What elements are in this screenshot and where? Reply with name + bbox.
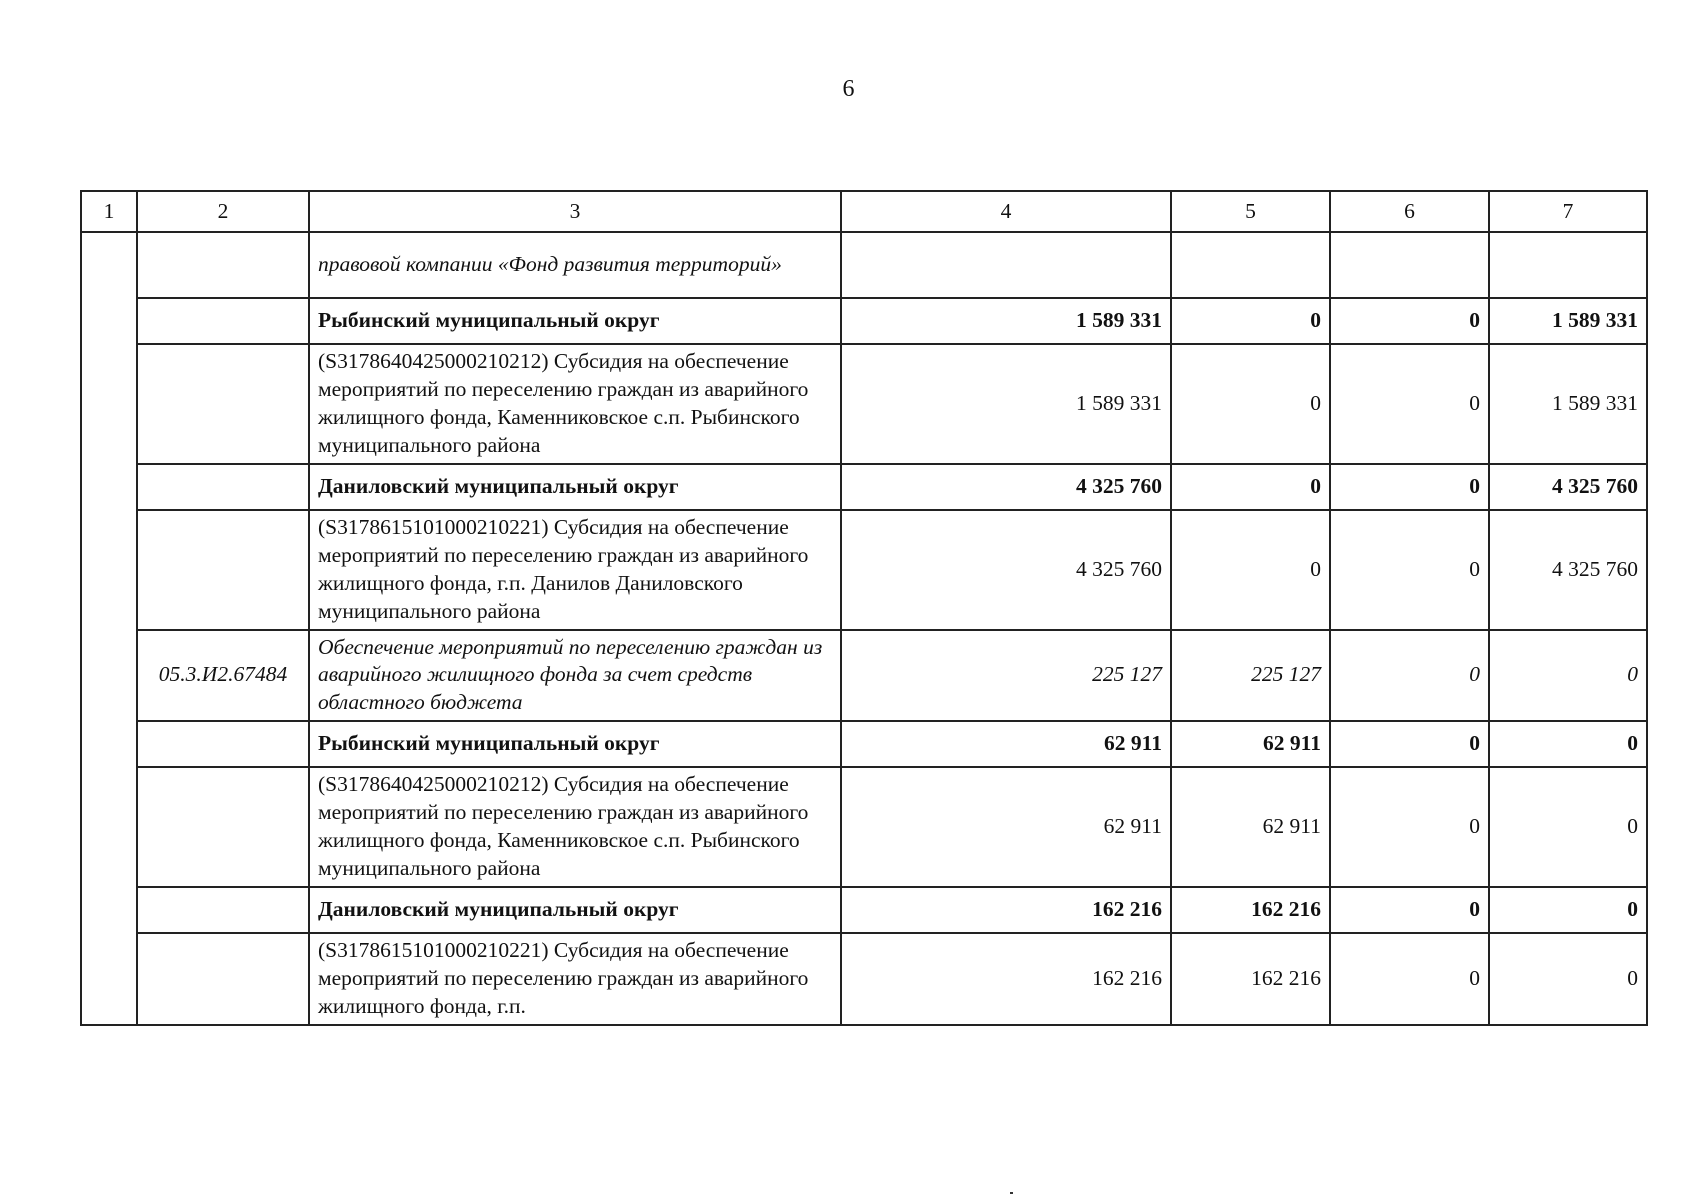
description-cell: (S3178640425000210212) Субсидия на обеспечение мероприятий по переселению граждан из аварийного жилищного фонда, Каменниковское с.п. Рыбинского муниципального района (309, 767, 841, 887)
value-col4 (841, 232, 1171, 298)
description-cell: (S3178615101000210221) Субсидия на обеспечение мероприятий по переселению граждан из аварийного жилищного фонда, г.п. Данилов Даниловского муниципального района (309, 510, 841, 630)
value-col4: 162 216 (841, 887, 1171, 933)
column-header: 3 (309, 191, 841, 232)
value-col5: 0 (1171, 298, 1330, 344)
value-col4: 225 127 (841, 630, 1171, 722)
description-cell: Обеспечение мероприятий по переселению граждан из аварийного жилищного фонда за счет средств областного бюджета (309, 630, 841, 722)
value-col6: 0 (1330, 630, 1489, 722)
description-cell: Рыбинский муниципальный округ (309, 298, 841, 344)
description-cell: Даниловский муниципальный округ (309, 464, 841, 510)
column-1-cell (81, 232, 137, 1025)
value-col4: 1 589 331 (841, 298, 1171, 344)
value-col5: 62 911 (1171, 767, 1330, 887)
code-cell (137, 767, 309, 887)
value-col7: 0 (1489, 933, 1647, 1025)
code-cell (137, 933, 309, 1025)
budget-table (80, 190, 1648, 1026)
value-col6: 0 (1330, 298, 1489, 344)
table-row (81, 464, 1647, 510)
column-header: 5 (1171, 191, 1330, 232)
code-cell (137, 510, 309, 630)
table-row (81, 933, 1647, 1025)
code-cell (137, 344, 309, 464)
value-col7: 4 325 760 (1489, 510, 1647, 630)
code-cell (137, 887, 309, 933)
page-number: 6 (842, 76, 855, 102)
value-col7: 4 325 760 (1489, 464, 1647, 510)
value-col4: 1 589 331 (841, 344, 1171, 464)
column-header: 2 (137, 191, 309, 232)
value-col4: 62 911 (841, 721, 1171, 767)
value-col5 (1171, 232, 1330, 298)
value-col7: 0 (1489, 887, 1647, 933)
value-col5: 0 (1171, 344, 1330, 464)
description-cell: (S3178615101000210221) Субсидия на обеспечение мероприятий по переселению граждан из аварийного жилищного фонда, г.п. (309, 933, 841, 1025)
description-cell: Даниловский муниципальный округ (309, 887, 841, 933)
value-col7: 0 (1489, 767, 1647, 887)
code-cell (137, 298, 309, 344)
column-header: 4 (841, 191, 1171, 232)
value-col5: 225 127 (1171, 630, 1330, 722)
table-row (81, 510, 1647, 630)
value-col7 (1489, 232, 1647, 298)
value-col6 (1330, 232, 1489, 298)
value-col6: 0 (1330, 887, 1489, 933)
column-header: 6 (1330, 191, 1489, 232)
value-col6: 0 (1330, 510, 1489, 630)
column-header: 1 (81, 191, 137, 232)
value-col6: 0 (1330, 464, 1489, 510)
table-row (81, 298, 1647, 344)
value-col5: 62 911 (1171, 721, 1330, 767)
description-cell: правовой компании «Фонд развития территорий» (309, 232, 841, 298)
table-row (81, 344, 1647, 464)
value-col4: 62 911 (841, 767, 1171, 887)
description-cell: (S3178640425000210212) Субсидия на обеспечение мероприятий по переселению граждан из аварийного жилищного фонда, Каменниковское с.п. Рыбинского муниципального района (309, 344, 841, 464)
value-col7: 0 (1489, 721, 1647, 767)
scan-speck (1010, 1192, 1013, 1194)
value-col5: 0 (1171, 464, 1330, 510)
table-row (81, 721, 1647, 767)
description-cell: Рыбинский муниципальный округ (309, 721, 841, 767)
value-col4: 4 325 760 (841, 510, 1171, 630)
value-col7: 1 589 331 (1489, 344, 1647, 464)
value-col5: 162 216 (1171, 933, 1330, 1025)
value-col7: 0 (1489, 630, 1647, 722)
value-col4: 4 325 760 (841, 464, 1171, 510)
code-cell (137, 721, 309, 767)
value-col5: 162 216 (1171, 887, 1330, 933)
value-col6: 0 (1330, 721, 1489, 767)
value-col6: 0 (1330, 767, 1489, 887)
value-col4: 162 216 (841, 933, 1171, 1025)
table-row (81, 232, 1647, 298)
code-cell (137, 232, 309, 298)
table-row (81, 887, 1647, 933)
value-col7: 1 589 331 (1489, 298, 1647, 344)
value-col5: 0 (1171, 510, 1330, 630)
code-cell (137, 464, 309, 510)
column-number-row (81, 191, 1647, 232)
code-cell: 05.3.И2.67484 (137, 630, 309, 722)
table-row (81, 630, 1647, 722)
column-header: 7 (1489, 191, 1647, 232)
value-col6: 0 (1330, 344, 1489, 464)
table-row (81, 767, 1647, 887)
value-col6: 0 (1330, 933, 1489, 1025)
